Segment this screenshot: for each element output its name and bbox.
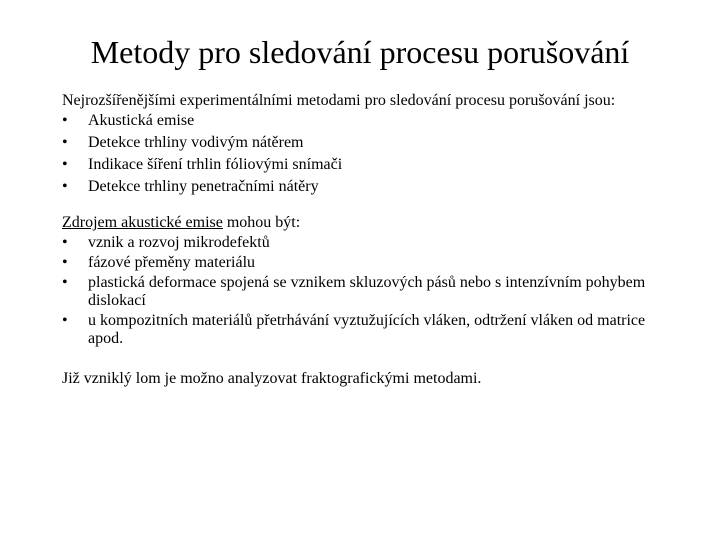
bullet-icon: • bbox=[62, 254, 68, 271]
sources-heading bbox=[62, 214, 672, 232]
bullet-icon: • bbox=[62, 234, 68, 251]
list-item bbox=[62, 132, 672, 154]
sources-list bbox=[62, 234, 672, 348]
method-item-text: Detekce trhliny vodivým nátěrem bbox=[88, 134, 304, 151]
sources-heading-underlined: Zdrojem akustické emise bbox=[62, 214, 223, 231]
slide-title: Metody pro sledování procesu porušování bbox=[90, 34, 630, 70]
bullet-icon: • bbox=[62, 156, 68, 173]
source-item-text: u kompozitních materiálů přetrhávání vyztužujících vláken, odtržení vláken od matrice apod. bbox=[88, 312, 646, 347]
bullet-icon: • bbox=[62, 274, 68, 291]
list-item bbox=[62, 176, 672, 198]
closing-text: Již vzniklý lom je možno analyzovat fraktografickými metodami. bbox=[62, 370, 482, 387]
slide-content bbox=[62, 92, 672, 388]
sources-heading-rest: mohou být: bbox=[222, 214, 301, 231]
intro-text: Nejrozšířenějšími experimentálními metodami pro sledování procesu porušování jsou: bbox=[62, 92, 616, 109]
list-item bbox=[62, 274, 672, 310]
method-item-text: Akustická emise bbox=[88, 112, 195, 129]
list-item bbox=[62, 110, 672, 132]
bullet-icon: • bbox=[62, 312, 68, 329]
method-item-text: Detekce trhliny penetračními nátěry bbox=[88, 178, 319, 195]
list-item bbox=[62, 254, 672, 272]
list-item bbox=[62, 312, 672, 348]
source-item-text: plastická deformace spojená se vznikem skluzových pásů nebo s intenzívním pohybem dislokací bbox=[88, 274, 646, 309]
list-item bbox=[62, 234, 672, 252]
source-item-text: vznik a rozvoj mikrodefektů bbox=[88, 234, 270, 251]
source-item-text: fázové přeměny materiálu bbox=[88, 254, 256, 271]
bullet-icon: • bbox=[62, 112, 68, 129]
method-item-text: Indikace šíření trhlin fóliovými snímači bbox=[88, 156, 343, 173]
list-item bbox=[62, 154, 672, 176]
methods-list bbox=[62, 110, 672, 198]
bullet-icon: • bbox=[62, 134, 68, 151]
bullet-icon: • bbox=[62, 178, 68, 195]
